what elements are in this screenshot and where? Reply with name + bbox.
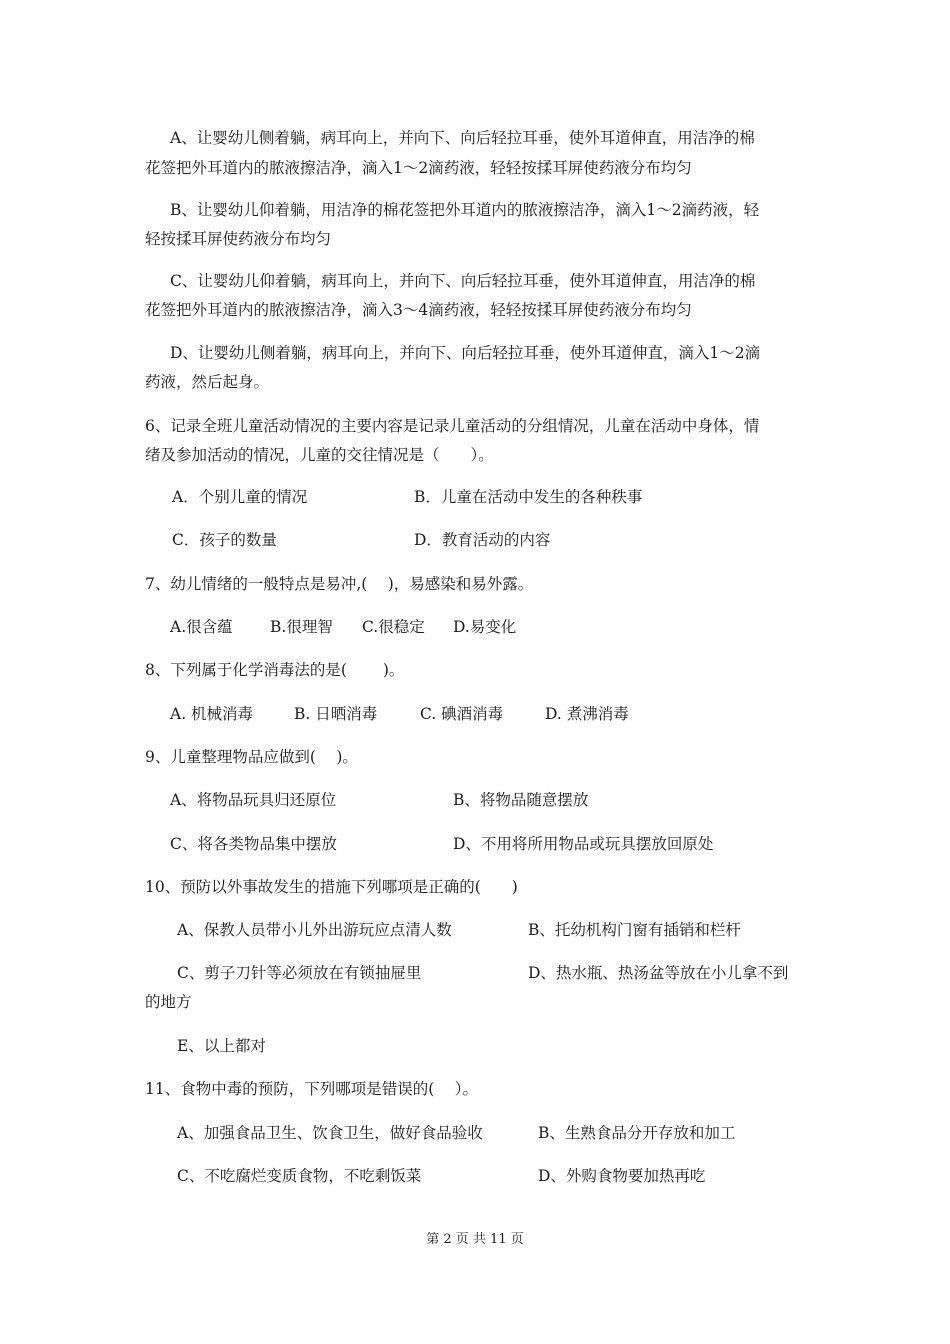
q7-option-a: A.很含蕴 [170,618,233,636]
q9-option-a: A、将物品玩具归还原位 [170,791,337,809]
q11-option-b: B、生熟食品分开存放和加工 [538,1124,736,1142]
q5-option-a-line1: A、让婴幼儿侧着躺，病耳向上，并向下、向后轻拉耳垂，使外耳道伸直，用洁净的棉 [170,129,755,147]
q5-option-b-line1: B、让婴幼儿仰着躺，用洁净的棉花签把外耳道内的脓液擦洁净，滴入1～2滴药液，轻 [170,201,760,219]
q8-option-a: A. 机械消毒 [170,705,254,723]
q8-option-d: D. 煮沸消毒 [545,705,629,723]
q8-option-b: B. 日晒消毒 [294,705,378,723]
q8-option-c: C. 碘酒消毒 [420,705,504,723]
q9-option-b: B、将物品随意摆放 [453,791,589,809]
q10-stem: 10、预防以外事故发生的措施下列哪项是正确的( ) [145,878,518,896]
q5-option-c-line2: 花签把外耳道内的脓液擦洁净，滴入3～4滴药液，轻轻按揉耳屏使药液分布均匀 [145,301,692,319]
q5-option-c-line1: C、让婴幼儿仰着躺，病耳向上，并向下、向后轻拉耳垂，使外耳道伸直，用洁净的棉 [170,272,756,290]
q11-option-d: D、外购食物要加热再吃 [538,1167,706,1185]
q11-stem: 11、食物中毒的预防，下列哪项是错误的( ）。 [145,1080,478,1098]
q6-option-d: D．教育活动的内容 [414,531,551,549]
q10-option-c: C、剪子刀针等必须放在有锁抽屉里 [177,964,422,982]
page-footer: 第 2 页 共 11 页 [426,1232,524,1247]
q7-option-d: D.易变化 [453,618,517,636]
q6-option-b: B．儿童在活动中发生的各种秩事 [414,488,643,506]
q6-stem-line1: 6、记录全班儿童活动情况的主要内容是记录儿童活动的分组情况，儿童在活动中身体，情 [145,417,760,435]
q7-option-b: B.很理智 [270,618,333,636]
q7-stem: 7、幼儿情绪的一般特点是易冲,( )，易感染和易外露。 [145,575,534,593]
q5-option-d-line2: 药液，然后起身。 [145,373,270,391]
q10-option-e: E、以上都对 [177,1037,266,1055]
q10-option-d-line2: 的地方 [145,993,192,1011]
q11-option-a: A、加强食品卫生、饮食卫生，做好食品验收 [177,1124,483,1142]
q9-stem: 9、儿童整理物品应做到( )。 [145,748,358,766]
q11-option-c: C、不吃腐烂变质食物，不吃剩饭菜 [177,1167,422,1185]
q10-option-b: B、托幼机构门窗有插销和栏杆 [528,921,741,939]
q6-option-c: C．孩子的数量 [172,531,277,549]
q5-option-b-line2: 轻按揉耳屏使药液分布均匀 [145,230,332,248]
q5-option-d-line1: D、让婴幼儿侧着躺，病耳向上，并向下、向后轻拉耳垂，使外耳道伸直，滴入1～2滴 [170,344,761,362]
q5-option-a-line2: 花签把外耳道内的脓液擦洁净，滴入1～2滴药液，轻轻按揉耳屏使药液分布均匀 [145,159,692,177]
q9-option-d: D、不用将所用物品或玩具摆放回原处 [453,835,714,853]
q9-option-c: C、将各类物品集中摆放 [170,835,337,853]
q7-option-c: C.很稳定 [362,618,425,636]
q6-stem-line2: 绪及参加活动的情况，儿童的交往情况是（ ）。 [145,446,494,464]
q6-option-a: A．个别儿童的情况 [172,488,308,506]
q10-option-d-line1: D、热水瓶、热汤盆等放在小儿拿不到 [528,964,789,982]
q8-stem: 8、下列属于化学消毒法的是( )。 [145,661,405,679]
q10-option-a: A、保教人员带小儿外出游玩应点清人数 [177,921,452,939]
